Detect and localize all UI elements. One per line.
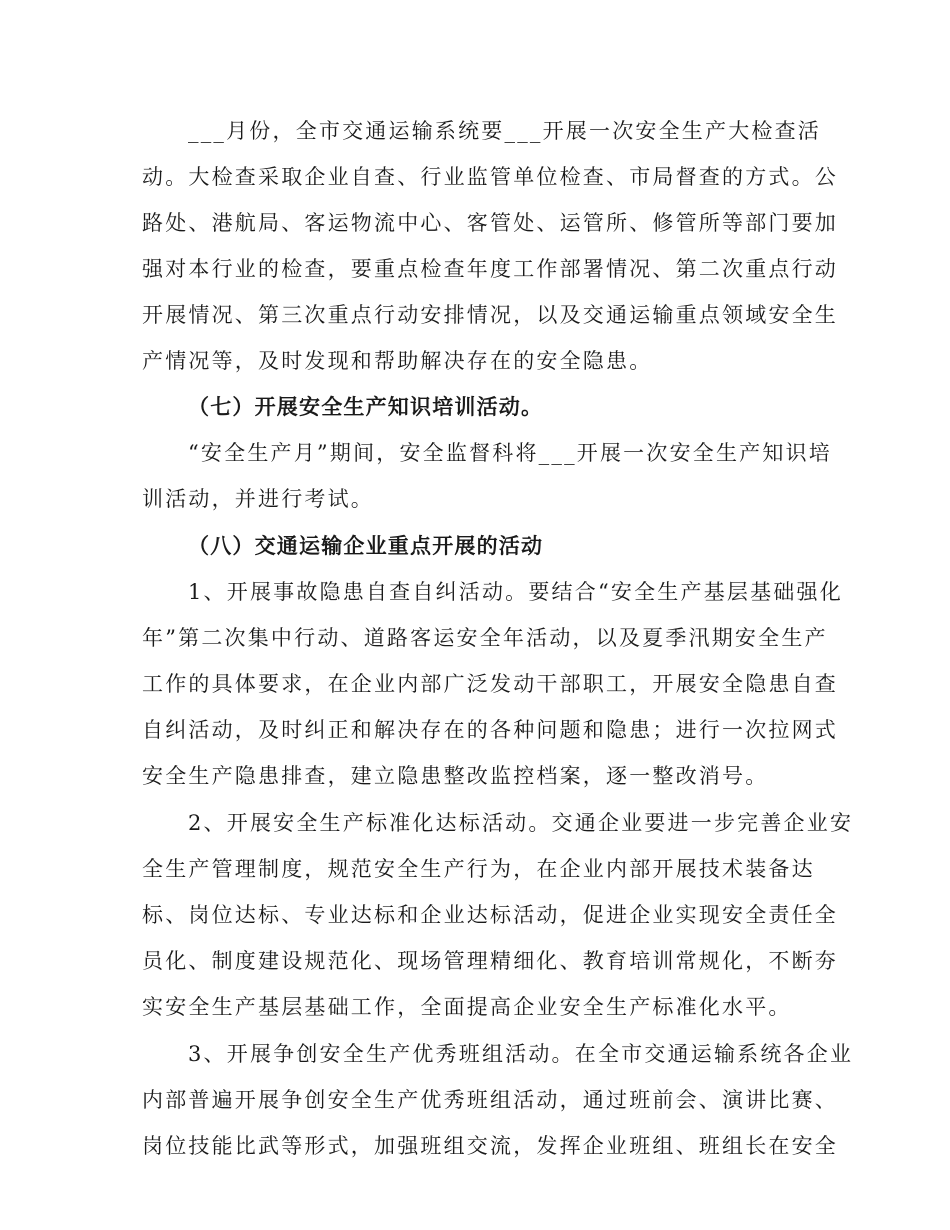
paragraph-line: 2、开展安全生产标准化达标活动。交通企业要进一步完善企业安 xyxy=(188,811,854,835)
paragraph-line: ___月份，全市交通运输系统要___开展一次安全生产大检查活 xyxy=(188,119,821,143)
paragraph-line: 实安全生产基层基础工作，全面提高企业安全生产标准化水平。 xyxy=(142,995,792,1019)
paragraph-line: 全生产管理制度，规范安全生产行为，在企业内部开展技术装备达 xyxy=(142,857,815,881)
paragraph-line: 强对本行业的检查，要重点检查年度工作部署情况、第二次重点行动 xyxy=(142,257,838,281)
paragraph-line: 自纠活动，及时纠正和解决存在的各种问题和隐患；进行一次拉网式 xyxy=(142,718,838,742)
paragraph-line: 年”第二次集中行动、道路客运安全年活动，以及夏季汛期安全生产 xyxy=(142,626,828,650)
paragraph-line: 路处、港航局、客运物流中心、客管处、运管所、修管所等部门要加 xyxy=(142,211,838,235)
paragraph-line: 内部普遍开展争创安全生产优秀班组活动，通过班前会、演讲比赛、 xyxy=(142,1088,838,1112)
paragraph-line: 训活动，并进行考试。 xyxy=(142,487,374,511)
section-heading-7: （七）开展安全生产知识培训活动。 xyxy=(188,395,544,419)
paragraph-line: 安全生产隐患排查，建立隐患整改监控档案，逐一整改消号。 xyxy=(142,764,769,788)
paragraph-line: “安全生产月”期间，安全监督科将___开展一次安全生产知识培 xyxy=(188,441,832,465)
paragraph-line: 岗位技能比武等形式，加强班组交流，发挥企业班组、班组长在安全 xyxy=(142,1134,838,1158)
paragraph-line: 工作的具体要求，在企业内部广泛发动干部职工，开展安全隐患自查 xyxy=(142,672,838,696)
paragraph-line: 开展情况、第三次重点行动安排情况，以及交通运输重点领域安全生 xyxy=(142,303,838,327)
paragraph-line: 标、岗位达标、专业达标和企业达标活动，促进企业实现安全责任全 xyxy=(142,903,838,927)
paragraph-line: 员化、制度建设规范化、现场管理精细化、教育培训常规化，不断夯 xyxy=(142,949,838,973)
section-heading-8: （八）交通运输企业重点开展的活动 xyxy=(188,534,544,558)
paragraph-line: 3、开展争创安全生产优秀班组活动。在全市交通运输系统各企业 xyxy=(188,1042,854,1066)
paragraph-line: 动。大检查采取企业自查、行业监管单位检查、市局督查的方式。公 xyxy=(142,165,838,189)
paragraph-line: 产情况等，及时发现和帮助解决存在的安全隐患。 xyxy=(142,349,653,373)
paragraph-line: 1、开展事故隐患自查自纠活动。要结合“安全生产基层基础强化 xyxy=(188,580,843,604)
